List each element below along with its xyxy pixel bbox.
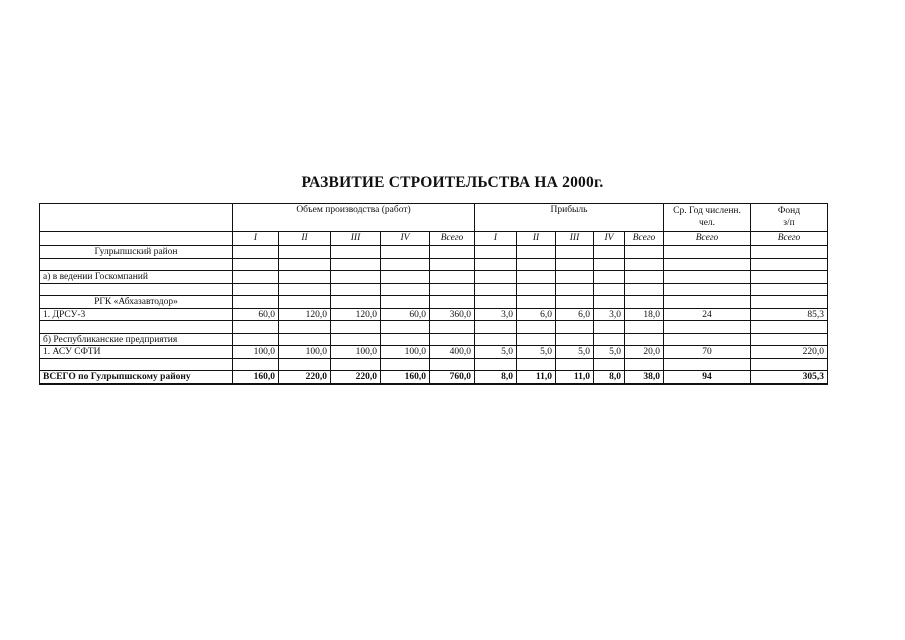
profit-q2-header: II xyxy=(517,232,556,246)
value-cell xyxy=(517,333,556,346)
value-cell: 94 xyxy=(664,371,751,384)
profit-q3-header: III xyxy=(556,232,594,246)
value-cell xyxy=(233,333,279,346)
table-row xyxy=(40,333,828,346)
value-cell xyxy=(517,321,556,334)
table-row xyxy=(40,358,828,371)
value-cell xyxy=(430,333,475,346)
value-cell xyxy=(556,258,594,271)
value-cell xyxy=(430,321,475,334)
value-cell: 5,0 xyxy=(594,346,625,359)
profit-total-header: Всего xyxy=(625,232,664,246)
value-cell xyxy=(594,321,625,334)
value-cell xyxy=(381,333,430,346)
value-cell: 760,0 xyxy=(430,371,475,384)
value-cell xyxy=(279,296,331,309)
value-cell: 100,0 xyxy=(331,346,381,359)
value-cell xyxy=(475,358,517,371)
sub-header-blank xyxy=(40,232,233,246)
value-cell xyxy=(233,296,279,309)
value-cell xyxy=(556,246,594,259)
value-cell xyxy=(594,258,625,271)
value-cell xyxy=(664,246,751,259)
value-cell xyxy=(233,258,279,271)
value-cell xyxy=(331,271,381,284)
value-cell: 6,0 xyxy=(556,308,594,321)
group-header-row xyxy=(40,204,828,232)
value-cell xyxy=(556,321,594,334)
value-cell: 3,0 xyxy=(475,308,517,321)
value-cell xyxy=(233,283,279,296)
value-cell xyxy=(233,246,279,259)
value-cell xyxy=(233,321,279,334)
value-cell xyxy=(517,296,556,309)
row-label xyxy=(40,321,233,334)
value-cell xyxy=(381,321,430,334)
row-label: ВСЕГО по Гулрыпшскому району xyxy=(40,371,233,384)
value-cell: 85,3 xyxy=(751,308,828,321)
value-cell xyxy=(475,296,517,309)
total-row xyxy=(40,371,828,384)
header-profit: Прибыль xyxy=(475,204,664,232)
value-cell xyxy=(331,246,381,259)
value-cell xyxy=(625,258,664,271)
value-cell: 70 xyxy=(664,346,751,359)
row-label xyxy=(40,283,233,296)
value-cell xyxy=(279,283,331,296)
value-cell xyxy=(381,358,430,371)
value-cell: 220,0 xyxy=(751,346,828,359)
value-cell: 38,0 xyxy=(625,371,664,384)
value-cell xyxy=(664,358,751,371)
value-cell xyxy=(430,271,475,284)
value-cell: 100,0 xyxy=(279,346,331,359)
value-cell xyxy=(381,271,430,284)
value-cell xyxy=(625,283,664,296)
value-cell: 360,0 xyxy=(430,308,475,321)
value-cell xyxy=(430,283,475,296)
value-cell: 11,0 xyxy=(517,371,556,384)
value-cell xyxy=(751,283,828,296)
value-cell xyxy=(751,258,828,271)
header-blank xyxy=(40,204,233,232)
volume-q1-header: I xyxy=(233,232,279,246)
value-cell xyxy=(751,271,828,284)
value-cell xyxy=(475,246,517,259)
value-cell: 120,0 xyxy=(279,308,331,321)
value-cell: 220,0 xyxy=(331,371,381,384)
value-cell xyxy=(475,283,517,296)
row-label xyxy=(40,358,233,371)
value-cell xyxy=(381,283,430,296)
value-cell xyxy=(331,333,381,346)
row-label: 1. АСУ СФТИ xyxy=(40,346,233,359)
value-cell: 60,0 xyxy=(233,308,279,321)
table-row xyxy=(40,258,828,271)
value-cell xyxy=(381,296,430,309)
value-cell xyxy=(594,246,625,259)
value-cell xyxy=(751,296,828,309)
value-cell xyxy=(594,358,625,371)
value-cell xyxy=(331,296,381,309)
value-cell: 100,0 xyxy=(381,346,430,359)
value-cell xyxy=(625,358,664,371)
value-cell xyxy=(279,333,331,346)
row-label xyxy=(40,258,233,271)
value-cell xyxy=(751,333,828,346)
value-cell xyxy=(279,321,331,334)
profit-q4-header: IV xyxy=(594,232,625,246)
value-cell: 400,0 xyxy=(430,346,475,359)
value-cell: 5,0 xyxy=(556,346,594,359)
value-cell xyxy=(751,321,828,334)
value-cell xyxy=(331,258,381,271)
value-cell xyxy=(475,271,517,284)
value-cell xyxy=(475,258,517,271)
value-cell: 6,0 xyxy=(517,308,556,321)
value-cell xyxy=(331,358,381,371)
value-cell xyxy=(430,358,475,371)
staff-total-header: Всего xyxy=(664,232,751,246)
value-cell: 220,0 xyxy=(279,371,331,384)
value-cell xyxy=(517,283,556,296)
value-cell xyxy=(517,258,556,271)
value-cell xyxy=(279,258,331,271)
construction-table xyxy=(39,203,828,385)
table-row xyxy=(40,346,828,359)
value-cell xyxy=(556,296,594,309)
value-cell xyxy=(625,246,664,259)
value-cell: 20,0 xyxy=(625,346,664,359)
value-cell xyxy=(625,271,664,284)
value-cell xyxy=(664,296,751,309)
value-cell: 5,0 xyxy=(517,346,556,359)
value-cell xyxy=(625,296,664,309)
value-cell xyxy=(381,246,430,259)
value-cell xyxy=(594,271,625,284)
row-label: РГК «Абхазавтодор» xyxy=(40,296,233,309)
volume-q4-header: IV xyxy=(381,232,430,246)
volume-q3-header: III xyxy=(331,232,381,246)
value-cell xyxy=(594,333,625,346)
table-row xyxy=(40,246,828,259)
value-cell xyxy=(594,296,625,309)
value-cell xyxy=(556,358,594,371)
value-cell xyxy=(233,358,279,371)
value-cell xyxy=(556,333,594,346)
value-cell xyxy=(331,321,381,334)
table-row xyxy=(40,296,828,309)
value-cell xyxy=(331,283,381,296)
sub-header-row xyxy=(40,232,828,246)
volume-q2-header: II xyxy=(279,232,331,246)
page-title: РАЗВИТИЕ СТРОИТЕЛЬСТВА НА 2000г. xyxy=(301,174,604,191)
value-cell xyxy=(556,271,594,284)
value-cell xyxy=(475,333,517,346)
table-row xyxy=(40,308,828,321)
value-cell xyxy=(430,296,475,309)
value-cell: 100,0 xyxy=(233,346,279,359)
table-row xyxy=(40,321,828,334)
profit-q1-header: I xyxy=(475,232,517,246)
value-cell: 8,0 xyxy=(594,371,625,384)
row-label: 1. ДРСУ-3 xyxy=(40,308,233,321)
value-cell: 60,0 xyxy=(381,308,430,321)
value-cell xyxy=(664,333,751,346)
value-cell xyxy=(594,283,625,296)
value-cell xyxy=(625,333,664,346)
value-cell: 18,0 xyxy=(625,308,664,321)
fund-total-header: Всего xyxy=(751,232,828,246)
value-cell xyxy=(664,283,751,296)
value-cell xyxy=(233,271,279,284)
value-cell: 305,3 xyxy=(751,371,828,384)
value-cell xyxy=(517,358,556,371)
row-label: Гулрыпшский район xyxy=(40,246,233,259)
value-cell: 11,0 xyxy=(556,371,594,384)
value-cell xyxy=(751,246,828,259)
value-cell: 120,0 xyxy=(331,308,381,321)
value-cell xyxy=(279,358,331,371)
header-fund: Фонд з/п xyxy=(751,204,828,232)
value-cell xyxy=(279,246,331,259)
value-cell xyxy=(517,246,556,259)
value-cell xyxy=(430,258,475,271)
value-cell: 160,0 xyxy=(233,371,279,384)
value-cell xyxy=(751,358,828,371)
table-row xyxy=(40,283,828,296)
value-cell xyxy=(664,321,751,334)
row-label: б) Республиканские предприятия xyxy=(40,333,233,346)
value-cell: 5,0 xyxy=(475,346,517,359)
value-cell xyxy=(430,246,475,259)
value-cell xyxy=(625,321,664,334)
header-volume: Объем производства (работ) xyxy=(233,204,475,232)
volume-total-header: Всего xyxy=(430,232,475,246)
value-cell xyxy=(475,321,517,334)
value-cell xyxy=(664,258,751,271)
value-cell: 24 xyxy=(664,308,751,321)
row-label: а) в ведении Госкомпаний xyxy=(40,271,233,284)
value-cell xyxy=(517,271,556,284)
value-cell: 8,0 xyxy=(475,371,517,384)
header-staff: Ср. Год численн. чел. xyxy=(664,204,751,232)
value-cell xyxy=(381,258,430,271)
value-cell: 160,0 xyxy=(381,371,430,384)
value-cell xyxy=(556,283,594,296)
value-cell: 3,0 xyxy=(594,308,625,321)
value-cell xyxy=(664,271,751,284)
table-row xyxy=(40,271,828,284)
value-cell xyxy=(279,271,331,284)
